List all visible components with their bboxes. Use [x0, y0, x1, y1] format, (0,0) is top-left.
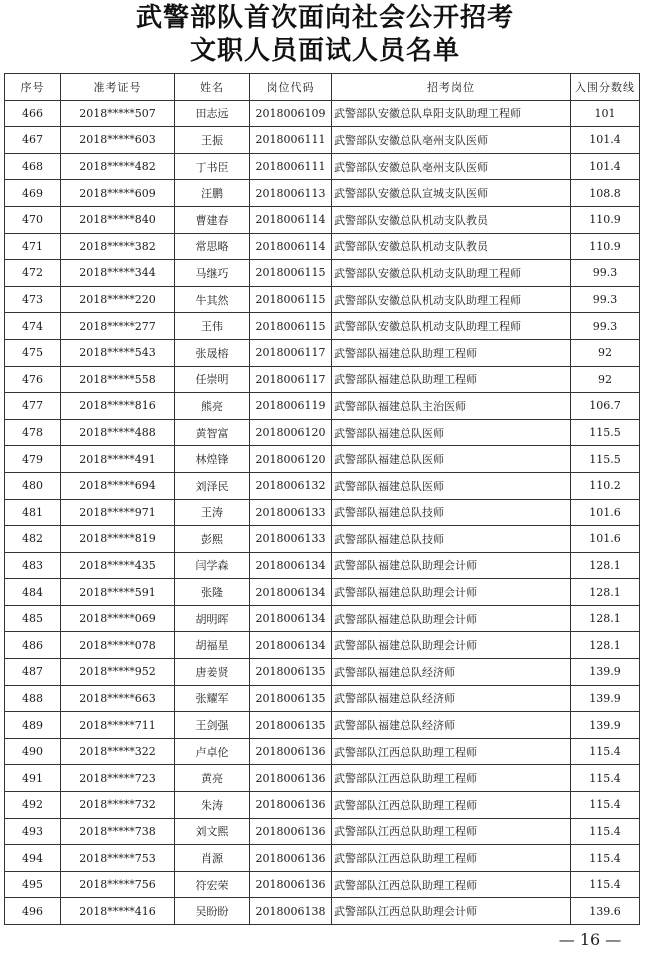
cell-serial-number: 485 [5, 605, 61, 632]
cell-post-code: 2018006119 [250, 393, 332, 420]
cell-post-code: 2018006134 [250, 605, 332, 632]
cell-name: 田志远 [175, 100, 250, 127]
cell-cutoff-score: 115.4 [571, 765, 640, 792]
header-name: 姓名 [175, 74, 250, 101]
cell-serial-number: 479 [5, 446, 61, 473]
cell-ticket-number: 2018*****416 [61, 898, 175, 925]
cell-post-code: 2018006117 [250, 366, 332, 393]
cell-post-code: 2018006135 [250, 712, 332, 739]
cell-post-title: 武警部队安徽总队机动支队教员 [332, 206, 571, 233]
cell-name: 熊亮 [175, 393, 250, 420]
cell-ticket-number: 2018*****322 [61, 738, 175, 765]
cell-cutoff-score: 92 [571, 366, 640, 393]
cell-cutoff-score: 101.4 [571, 153, 640, 180]
cell-post-title: 武警部队福建总队经济师 [332, 659, 571, 686]
cell-cutoff-score: 139.9 [571, 659, 640, 686]
cell-cutoff-score: 99.3 [571, 260, 640, 287]
table-row [5, 605, 640, 632]
cell-post-title: 武警部队江西总队助理工程师 [332, 845, 571, 872]
cell-post-code: 2018006136 [250, 845, 332, 872]
cell-cutoff-score: 115.4 [571, 818, 640, 845]
cell-post-code: 2018006136 [250, 792, 332, 819]
cell-serial-number: 467 [5, 127, 61, 154]
cell-ticket-number: 2018*****069 [61, 605, 175, 632]
table-row [5, 712, 640, 739]
cell-cutoff-score: 128.1 [571, 552, 640, 579]
cell-ticket-number: 2018*****753 [61, 845, 175, 872]
cell-post-code: 2018006111 [250, 153, 332, 180]
cell-post-title: 武警部队福建总队医师 [332, 446, 571, 473]
cell-name: 朱涛 [175, 792, 250, 819]
table-row [5, 419, 640, 446]
cell-name: 汪鹏 [175, 180, 250, 207]
cell-cutoff-score: 139.9 [571, 685, 640, 712]
cell-post-code: 2018006135 [250, 659, 332, 686]
header-cutoff-score: 入围分数线 [571, 74, 640, 101]
cell-serial-number: 480 [5, 472, 61, 499]
cell-name: 胡明晖 [175, 605, 250, 632]
cell-cutoff-score: 128.1 [571, 579, 640, 606]
cell-cutoff-score: 115.5 [571, 446, 640, 473]
cell-name: 黄智富 [175, 419, 250, 446]
cell-name: 彭熙 [175, 526, 250, 553]
cell-serial-number: 489 [5, 712, 61, 739]
table-row [5, 472, 640, 499]
cell-name: 卢卓伦 [175, 738, 250, 765]
cell-serial-number: 475 [5, 339, 61, 366]
cell-post-code: 2018006136 [250, 871, 332, 898]
cell-name: 刘文熙 [175, 818, 250, 845]
cell-name: 常思略 [175, 233, 250, 260]
cell-post-title: 武警部队江西总队助理工程师 [332, 765, 571, 792]
cell-post-title: 武警部队江西总队助理工程师 [332, 871, 571, 898]
cell-cutoff-score: 128.1 [571, 632, 640, 659]
cell-post-title: 武警部队福建总队助理工程师 [332, 339, 571, 366]
cell-cutoff-score: 115.4 [571, 792, 640, 819]
cell-serial-number: 474 [5, 313, 61, 340]
table-row [5, 552, 640, 579]
cell-cutoff-score: 128.1 [571, 605, 640, 632]
cell-name: 肖源 [175, 845, 250, 872]
cell-serial-number: 495 [5, 871, 61, 898]
cell-ticket-number: 2018*****663 [61, 685, 175, 712]
table-row [5, 898, 640, 925]
cell-ticket-number: 2018*****756 [61, 871, 175, 898]
cell-post-title: 武警部队江西总队助理工程师 [332, 738, 571, 765]
cell-ticket-number: 2018*****591 [61, 579, 175, 606]
table-row [5, 206, 640, 233]
cell-name: 王伟 [175, 313, 250, 340]
cell-serial-number: 487 [5, 659, 61, 686]
cell-cutoff-score: 139.9 [571, 712, 640, 739]
cell-serial-number: 494 [5, 845, 61, 872]
cell-ticket-number: 2018*****382 [61, 233, 175, 260]
cell-cutoff-score: 110.9 [571, 233, 640, 260]
cell-ticket-number: 2018*****435 [61, 552, 175, 579]
cell-post-code: 2018006109 [250, 100, 332, 127]
cell-name: 林煌锋 [175, 446, 250, 473]
cell-post-title: 武警部队福建总队助理会计师 [332, 579, 571, 606]
cell-post-code: 2018006134 [250, 552, 332, 579]
cell-post-code: 2018006138 [250, 898, 332, 925]
cell-post-code: 2018006132 [250, 472, 332, 499]
cell-post-title: 武警部队福建总队经济师 [332, 712, 571, 739]
cell-serial-number: 477 [5, 393, 61, 420]
cell-post-title: 武警部队安徽总队机动支队助理工程师 [332, 313, 571, 340]
cell-ticket-number: 2018*****488 [61, 419, 175, 446]
table-row [5, 765, 640, 792]
cell-post-title: 武警部队福建总队经济师 [332, 685, 571, 712]
table-row [5, 127, 640, 154]
cell-ticket-number: 2018*****558 [61, 366, 175, 393]
cell-serial-number: 486 [5, 632, 61, 659]
table-row [5, 286, 640, 313]
cell-post-code: 2018006115 [250, 260, 332, 287]
cell-post-code: 2018006113 [250, 180, 332, 207]
cell-post-title: 武警部队安徽总队机动支队助理工程师 [332, 260, 571, 287]
cell-name: 王涛 [175, 499, 250, 526]
cell-ticket-number: 2018*****543 [61, 339, 175, 366]
cell-post-title: 武警部队福建总队助理会计师 [332, 605, 571, 632]
cell-post-title: 武警部队安徽总队机动支队助理工程师 [332, 286, 571, 313]
cell-cutoff-score: 108.8 [571, 180, 640, 207]
cell-post-title: 武警部队福建总队助理会计师 [332, 632, 571, 659]
cell-post-title: 武警部队福建总队技师 [332, 499, 571, 526]
cell-serial-number: 483 [5, 552, 61, 579]
table-row [5, 499, 640, 526]
cell-post-title: 武警部队福建总队主治医师 [332, 393, 571, 420]
cell-post-code: 2018006120 [250, 446, 332, 473]
cell-serial-number: 484 [5, 579, 61, 606]
cell-serial-number: 468 [5, 153, 61, 180]
table-row [5, 871, 640, 898]
cell-post-title: 武警部队福建总队医师 [332, 419, 571, 446]
cell-serial-number: 490 [5, 738, 61, 765]
document-title [0, 2, 650, 68]
cell-serial-number: 473 [5, 286, 61, 313]
cell-serial-number: 492 [5, 792, 61, 819]
cell-post-code: 2018006136 [250, 765, 332, 792]
header-post-title: 招考岗位 [332, 74, 571, 101]
cell-ticket-number: 2018*****507 [61, 100, 175, 127]
table-header-row [5, 74, 640, 101]
table-row [5, 153, 640, 180]
cell-cutoff-score: 92 [571, 339, 640, 366]
cell-post-title: 武警部队江西总队助理工程师 [332, 818, 571, 845]
cell-ticket-number: 2018*****816 [61, 393, 175, 420]
table-row [5, 313, 640, 340]
cell-serial-number: 469 [5, 180, 61, 207]
cell-post-title: 武警部队福建总队助理会计师 [332, 552, 571, 579]
cell-serial-number: 470 [5, 206, 61, 233]
header-post-code: 岗位代码 [250, 74, 332, 101]
cell-post-code: 2018006111 [250, 127, 332, 154]
cell-post-code: 2018006136 [250, 738, 332, 765]
cell-ticket-number: 2018*****840 [61, 206, 175, 233]
cell-ticket-number: 2018*****971 [61, 499, 175, 526]
cell-cutoff-score: 110.2 [571, 472, 640, 499]
cell-name: 牛其然 [175, 286, 250, 313]
table-row [5, 233, 640, 260]
table-row [5, 393, 640, 420]
cell-name: 黄亮 [175, 765, 250, 792]
table-body [5, 100, 640, 924]
cell-cutoff-score: 115.4 [571, 871, 640, 898]
table-row [5, 845, 640, 872]
cell-serial-number: 478 [5, 419, 61, 446]
table-row [5, 632, 640, 659]
cell-ticket-number: 2018*****952 [61, 659, 175, 686]
cell-ticket-number: 2018*****738 [61, 818, 175, 845]
cell-post-title: 武警部队江西总队助理会计师 [332, 898, 571, 925]
cell-post-code: 2018006114 [250, 206, 332, 233]
cell-serial-number: 496 [5, 898, 61, 925]
table-row [5, 339, 640, 366]
header-ticket-number: 准考证号 [61, 74, 175, 101]
cell-name: 符宏荣 [175, 871, 250, 898]
table-row [5, 260, 640, 287]
cell-cutoff-score: 101 [571, 100, 640, 127]
cell-name: 唐姜贤 [175, 659, 250, 686]
cell-post-title: 武警部队安徽总队亳州支队医师 [332, 127, 571, 154]
cell-name: 刘泽民 [175, 472, 250, 499]
cell-post-title: 武警部队福建总队助理工程师 [332, 366, 571, 393]
table-row [5, 100, 640, 127]
header-serial-number: 序号 [5, 74, 61, 101]
cell-ticket-number: 2018*****603 [61, 127, 175, 154]
cell-post-title: 武警部队安徽总队亳州支队医师 [332, 153, 571, 180]
candidate-table-container [4, 73, 639, 925]
cell-ticket-number: 2018*****609 [61, 180, 175, 207]
cell-ticket-number: 2018*****344 [61, 260, 175, 287]
cell-cutoff-score: 99.3 [571, 286, 640, 313]
cell-post-code: 2018006135 [250, 685, 332, 712]
cell-cutoff-score: 115.4 [571, 845, 640, 872]
cell-cutoff-score: 101.4 [571, 127, 640, 154]
cell-ticket-number: 2018*****078 [61, 632, 175, 659]
cell-serial-number: 476 [5, 366, 61, 393]
cell-name: 张耀军 [175, 685, 250, 712]
cell-name: 任崇明 [175, 366, 250, 393]
cell-ticket-number: 2018*****711 [61, 712, 175, 739]
cell-post-code: 2018006120 [250, 419, 332, 446]
cell-cutoff-score: 101.6 [571, 526, 640, 553]
candidate-table [4, 73, 640, 925]
cell-serial-number: 472 [5, 260, 61, 287]
cell-post-title: 武警部队福建总队医师 [332, 472, 571, 499]
cell-name: 吴盼盼 [175, 898, 250, 925]
cell-post-code: 2018006115 [250, 313, 332, 340]
cell-name: 闫学森 [175, 552, 250, 579]
cell-serial-number: 466 [5, 100, 61, 127]
cell-ticket-number: 2018*****491 [61, 446, 175, 473]
table-row [5, 180, 640, 207]
cell-cutoff-score: 115.4 [571, 738, 640, 765]
cell-post-title: 武警部队安徽总队机动支队教员 [332, 233, 571, 260]
table-row [5, 366, 640, 393]
table-row [5, 446, 640, 473]
cell-post-title: 武警部队安徽总队宣城支队医师 [332, 180, 571, 207]
cell-ticket-number: 2018*****819 [61, 526, 175, 553]
cell-name: 王剑强 [175, 712, 250, 739]
cell-cutoff-score: 115.5 [571, 419, 640, 446]
cell-name: 张隆 [175, 579, 250, 606]
table-row [5, 526, 640, 553]
cell-cutoff-score: 139.6 [571, 898, 640, 925]
cell-post-code: 2018006133 [250, 499, 332, 526]
cell-ticket-number: 2018*****694 [61, 472, 175, 499]
page-number: — 16 — [558, 930, 622, 949]
cell-serial-number: 493 [5, 818, 61, 845]
cell-name: 胡福星 [175, 632, 250, 659]
cell-ticket-number: 2018*****220 [61, 286, 175, 313]
table-row [5, 579, 640, 606]
table-row [5, 792, 640, 819]
cell-post-title: 武警部队安徽总队阜阳支队助理工程师 [332, 100, 571, 127]
cell-name: 马继巧 [175, 260, 250, 287]
cell-serial-number: 482 [5, 526, 61, 553]
cell-post-title: 武警部队江西总队助理工程师 [332, 792, 571, 819]
cell-cutoff-score: 99.3 [571, 313, 640, 340]
title-line-1: 武警部队首次面向社会公开招考 [135, 3, 514, 33]
cell-post-code: 2018006133 [250, 526, 332, 553]
cell-ticket-number: 2018*****277 [61, 313, 175, 340]
cell-post-code: 2018006117 [250, 339, 332, 366]
cell-post-code: 2018006134 [250, 632, 332, 659]
table-row [5, 685, 640, 712]
cell-ticket-number: 2018*****732 [61, 792, 175, 819]
cell-post-code: 2018006114 [250, 233, 332, 260]
cell-serial-number: 471 [5, 233, 61, 260]
cell-ticket-number: 2018*****482 [61, 153, 175, 180]
cell-post-code: 2018006134 [250, 579, 332, 606]
table-row [5, 659, 640, 686]
cell-serial-number: 491 [5, 765, 61, 792]
cell-name: 张晟榕 [175, 339, 250, 366]
cell-post-code: 2018006115 [250, 286, 332, 313]
cell-post-title: 武警部队福建总队技师 [332, 526, 571, 553]
table-row [5, 818, 640, 845]
cell-cutoff-score: 110.9 [571, 206, 640, 233]
cell-name: 王振 [175, 127, 250, 154]
cell-name: 曹建春 [175, 206, 250, 233]
cell-cutoff-score: 101.6 [571, 499, 640, 526]
cell-post-code: 2018006136 [250, 818, 332, 845]
cell-name: 丁书臣 [175, 153, 250, 180]
cell-ticket-number: 2018*****723 [61, 765, 175, 792]
cell-serial-number: 488 [5, 685, 61, 712]
title-line-2: 文职人员面试人员名单 [189, 36, 460, 66]
cell-serial-number: 481 [5, 499, 61, 526]
table-row [5, 738, 640, 765]
cell-cutoff-score: 106.7 [571, 393, 640, 420]
